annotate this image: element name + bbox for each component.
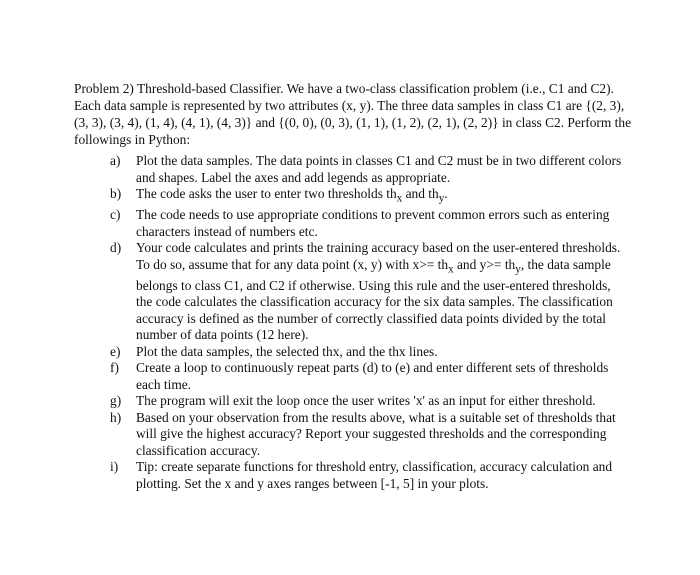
task-marker: b) (110, 186, 122, 201)
task-item-c (106, 207, 626, 240)
task-list (106, 153, 626, 492)
task-marker: f) (110, 360, 119, 376)
task-text: Your code calculates and prints the training accuracy based on the user-entered thresholds. To do so, assume that for any data point (x, y) with $x>= th_x$ and $y>= th_y$, the data sample belongs to class C1, and C2 if otherwise. Using this rule and the user-entered thresholds, the code calculates the classification accuracy for the six data samples. The classification accuracy is defined as the number of correctly classified data points divided by the total number of data points (12 here). (136, 240, 621, 343)
task-marker: e) (110, 343, 121, 359)
task-text: The code needs to use appropriate conditions to prevent common errors such as entering characters instead of numbers etc. (136, 207, 610, 239)
task-text: The program will exit the loop once the user writes 'x' as an input for either threshold. (136, 393, 596, 409)
task-text: The code asks the user to enter two thresholds $th_x$ and $th_y$. (136, 186, 448, 205)
task-item-b (106, 186, 626, 207)
task-marker: c) (110, 207, 121, 223)
task-marker: h) (110, 409, 122, 425)
task-item-d (106, 240, 626, 344)
task-text: Based on your observation from the results above, what is a suitable set of thresholds that will give the highest accuracy? Report your suggested thresholds and the corresponding classification accuracy. (136, 409, 616, 458)
task-item-i (106, 459, 626, 492)
task-item-a (106, 153, 626, 186)
task-text: Tip: create separate functions for threshold entry, classification, accuracy calculation and plotting. Set the x and y axes ranges between [-1, 5] in your plots. (136, 459, 613, 491)
task-text: Plot the data samples. The data points in classes C1 and C2 must be in two different colors and shapes. Label the axes and add legends as appropriate. (136, 153, 622, 185)
task-marker: a) (110, 153, 121, 168)
task-item-g (106, 393, 626, 410)
task-marker: d) (110, 240, 122, 256)
task-text: Create a loop to continuously repeat parts (d) to (e) and enter different sets of thresholds each time. (136, 360, 609, 392)
task-item-e (106, 344, 626, 361)
task-marker: g) (110, 393, 122, 409)
task-item-h (106, 410, 626, 460)
task-item-f (106, 360, 626, 393)
task-text: Plot the data samples, the selected thx, and the thx lines. (136, 343, 438, 359)
problem-intro: Problem 2) Threshold-based Classifier. We have a two-class classification problem (i.e., C1 and C2). Each data sample is represented by two attributes (x, y). The three data samples in class C1 are {(2, 3), (3, 3), (3, 4), (1, 4), (4, 1), (4, 3)} and {(0, 0), (0, 3), (1, 1), (1, 2), (2, 1), (2, 2)} in class C2. Perform the followings in Python: (74, 81, 632, 147)
task-marker: i) (110, 459, 119, 475)
